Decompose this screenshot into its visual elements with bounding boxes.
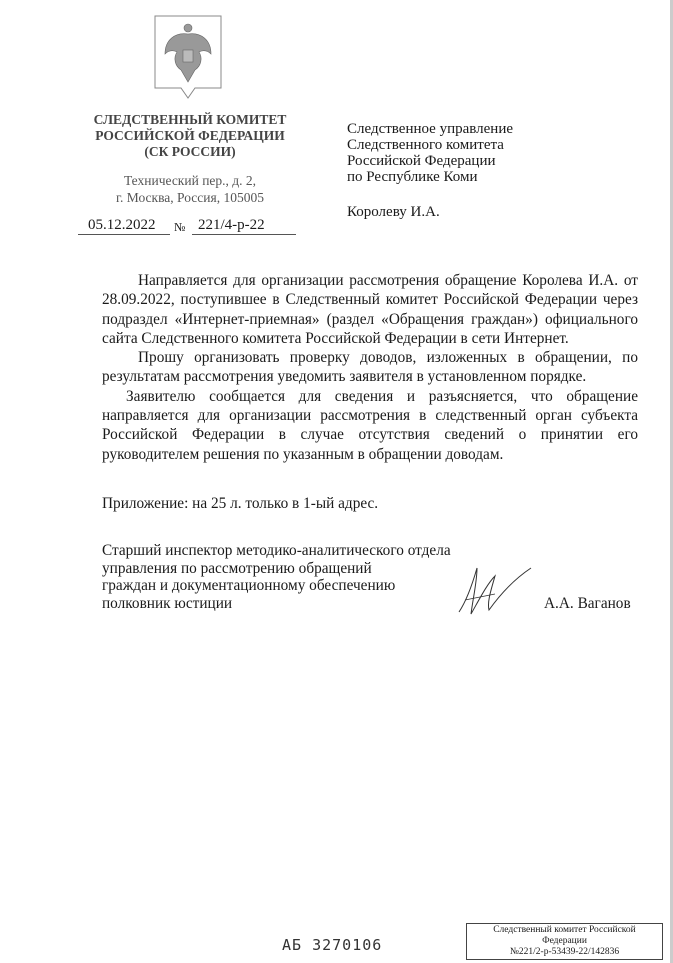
body-paragraph: Прошу организовать проверку доводов, изложенных в обращении, по результатам рассмотрения уведомить заявителя в установленном порядке. <box>102 349 638 386</box>
org-name-line: РОССИЙСКОЙ ФЕДЕРАЦИИ <box>95 128 285 143</box>
org-name-line: (СК РОССИИ) <box>144 144 236 159</box>
number-sign: № <box>174 220 186 234</box>
date-underline <box>78 234 170 235</box>
stamp-line: №221/2-р-53439-22/142836 <box>509 947 620 957</box>
number-underline <box>192 234 296 235</box>
body-paragraph: Направляется для организации рассмотрения обращение Королева И.А. от 28.09.2022, поступившее в Следственный комитет Российской Федерации через подраздел «Интернет-приемная» (раздел «Обращения граждан») официального сайта Следственного комитета Российской Федерации в сети Интернет. <box>102 272 638 347</box>
registration-stamp <box>466 923 663 960</box>
coat-of-arms-emblem <box>153 14 223 102</box>
address-line: Технический пер., д. 2, <box>123 173 257 188</box>
signatory-rank: полковник юстиции <box>102 595 233 612</box>
recipient-line: по Республике Коми <box>347 169 478 185</box>
signatory-name: А.А. Ваганов <box>544 595 631 612</box>
organization-address <box>80 172 300 206</box>
body-paragraph: Заявителю сообщается для сведения и разъясняется, что обращение направляется для организации рассмотрения в следственный орган субъекта Российской Федерации в случае отсутствия сведений о принятии его руководителем решения по указанным в обращении доводам. <box>102 387 638 463</box>
attachment-note: Приложение: на 25 л. только в 1-ый адрес. <box>102 495 379 512</box>
position-line: граждан и документационному обеспечению <box>102 577 396 594</box>
position-line: Старший инспектор методико-аналитического отдела <box>102 542 451 559</box>
recipient-block <box>347 121 513 185</box>
recipient-line: Следственное управление <box>347 121 514 137</box>
organization-name <box>80 112 300 160</box>
document-date: 05.12.2022 <box>88 217 156 233</box>
registration-number: 221/4-р-22 <box>198 217 265 233</box>
handwritten-signature <box>455 560 535 620</box>
address-line: г. Москва, Россия, 105005 <box>116 190 264 205</box>
recipient-line: Российской Федерации <box>347 153 496 169</box>
form-serial-number: АБ 3270106 <box>282 936 383 954</box>
addressee: Королеву И.А. <box>347 204 440 220</box>
signatory-position <box>102 542 451 595</box>
letter-body <box>102 271 638 464</box>
registration-line <box>78 215 296 235</box>
stamp-line: Следственный комитет Российской <box>493 925 636 935</box>
stamp-line: Федерации <box>542 936 587 946</box>
recipient-line: Следственного комитета <box>347 137 504 153</box>
position-line: управления по рассмотрению обращений <box>102 559 372 577</box>
org-name-line: СЛЕДСТВЕННЫЙ КОМИТЕТ <box>93 112 287 127</box>
